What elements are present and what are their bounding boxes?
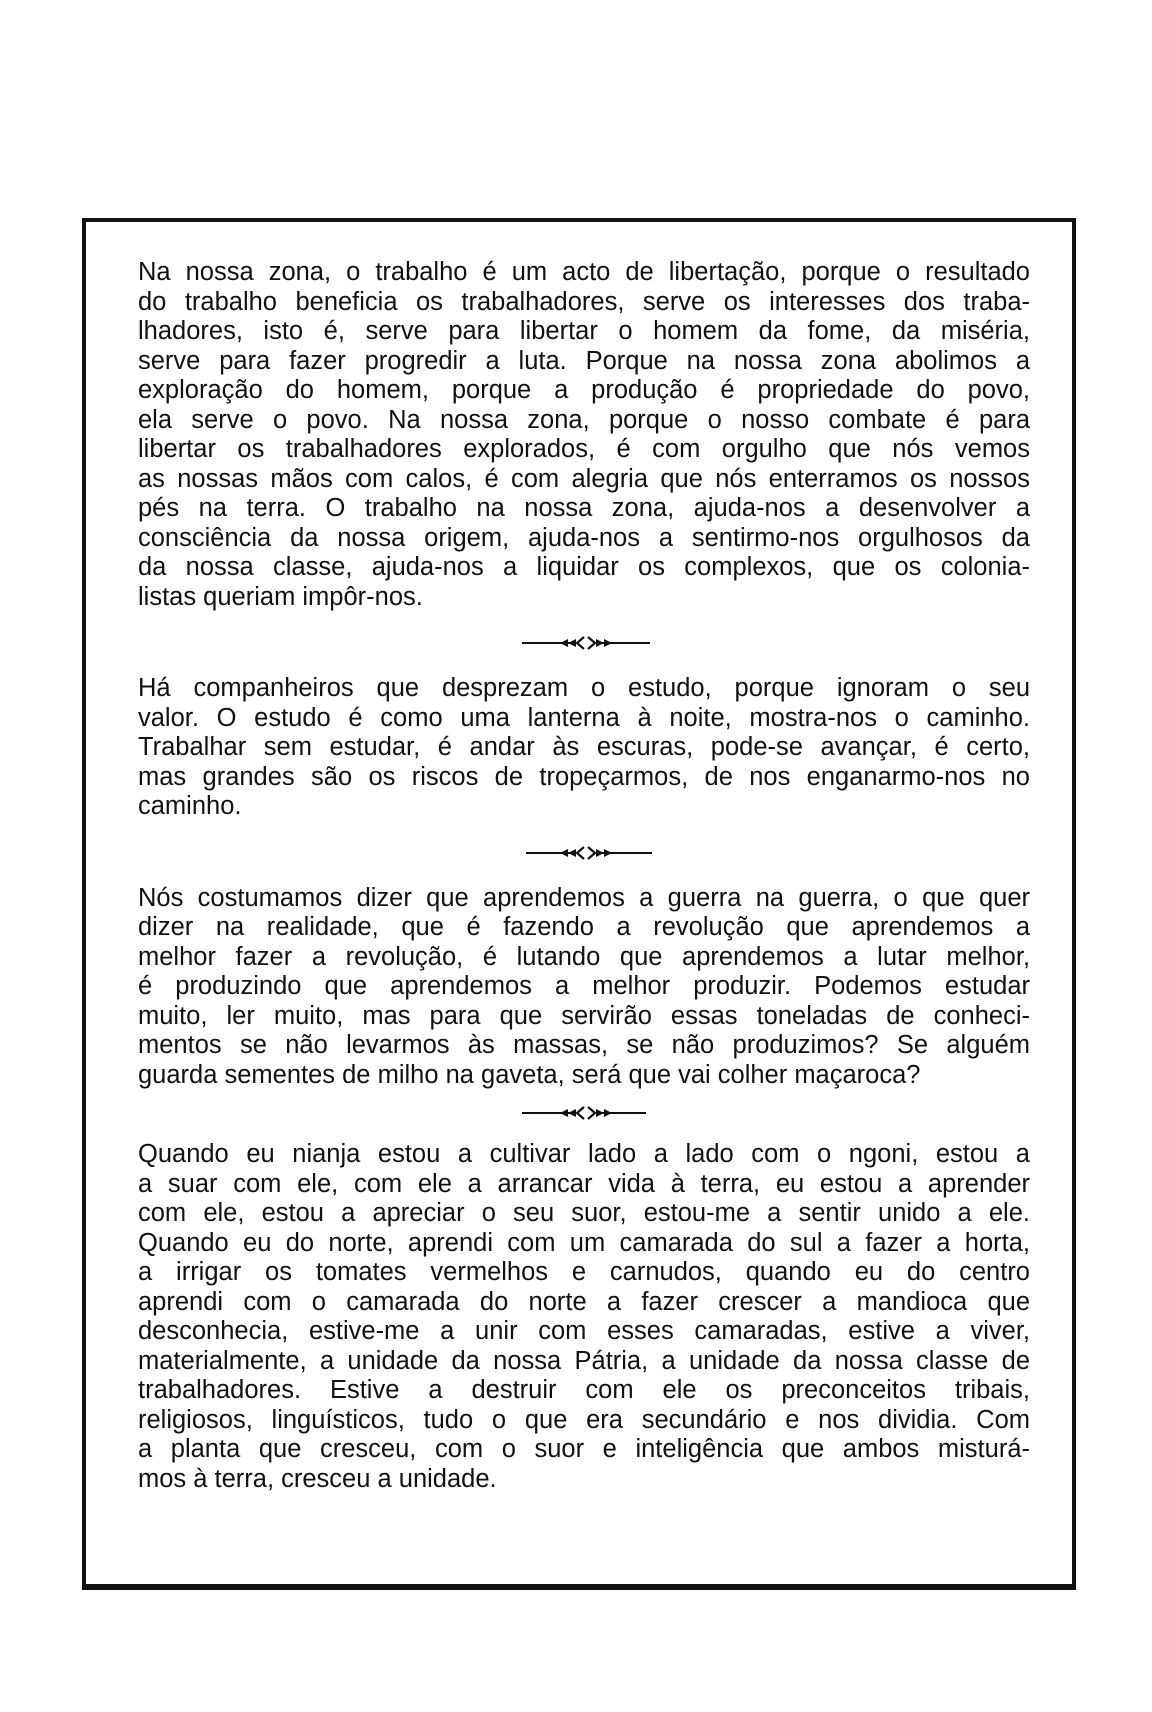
text-line: da nossa classe, ajuda-nos a liquidar os complexos, que os colonia- [138,553,1030,581]
text-line: é produzindo que aprendemos a melhor produzir. Podemos estudar [138,972,1030,1000]
text-line: trabalhadores. Estive a destruir com ele os preconceitos tribais, [138,1376,1030,1404]
text-line: libertar os trabalhadores explorados, é com orgulho que nós vemos [138,435,1030,463]
text-line: guarda sementes de milho na gaveta, será que vai colher maçaroca? [138,1060,921,1089]
text-line: mentos se não levarmos às massas, se não produzimos? Se alguém [138,1031,1030,1059]
text-line: serve para fazer progredir a luta. Porque na nossa zona abolimos a [138,346,1030,375]
text-line: Quando eu do norte, aprendi com um camarada do sul a fazer a horta, [138,1228,1030,1257]
paragraph-unity [138,1140,1030,1494]
paragraph-study [138,674,1030,822]
paragraph-war-learning [138,884,1030,1091]
text-line: Há companheiros que desprezam o estudo, porque ignoram o seu [138,674,1030,702]
text-line: aprendi com o camarada do norte a fazer crescer a mandioca que [138,1287,1030,1316]
text-box-content [138,258,1030,1494]
text-line: materialmente, a unidade da nossa Pátria, a unidade da nossa classe de [138,1346,1030,1375]
text-line: consciência da nossa origem, ajuda-nos a sentirmo-nos orgulhosos da [138,523,1030,552]
text-line: valor. O estudo é como uma lanterna à noite, mostra-nos o caminho. [138,703,1030,732]
paragraph-work-liberation [138,258,1030,612]
text-line: caminho. [138,792,242,820]
text-line: mos à terra, cresceu a unidade. [138,1464,497,1493]
decorative-divider-icon [514,1104,654,1122]
text-line: desconhecia, estive-me a unir com esses camaradas, estive a viver, [138,1317,1030,1345]
text-line: exploração do homem, porque a produção é propriedade do povo, [138,376,1030,404]
text-line: Trabalhar sem estudar, é andar às escuras, pode-se avançar, é certo, [138,733,1030,761]
decorative-divider-icon [514,844,654,862]
text-line: do trabalho beneficia os trabalhadores, serve os interesses dos traba- [138,287,1030,316]
text-line: melhor fazer a revolução, é lutando que aprendemos a lutar melhor, [138,942,1030,971]
text-line: listas queriam impôr-nos. [138,582,423,611]
text-line: dizer na realidade, que é fazendo a revolução que aprendemos a [138,913,1030,941]
text-line: mas grandes são os riscos de tropeçarmos, de nos enganarmo-nos no [138,762,1030,791]
text-line: ela serve o povo. Na nossa zona, porque o nosso combate é para [138,405,1030,434]
text-line: a irrigar os tomates vermelhos e carnudos, quando eu do centro [138,1258,1030,1286]
text-line: Nós costumamos dizer que aprendemos a guerra na guerra, o que quer [138,883,1030,912]
text-line: muito, ler muito, mas para que servirão essas toneladas de conheci- [138,1001,1030,1030]
text-line: Quando eu nianja estou a cultivar lado a lado com o ngoni, estou a [138,1140,1030,1168]
text-box-frame [82,218,1076,1590]
text-line: pés na terra. O trabalho na nossa zona, ajuda-nos a desenvolver a [138,494,1030,522]
text-line: religiosos, linguísticos, tudo o que era secundário e nos dividia. Com [138,1405,1030,1434]
text-line: lhadores, isto é, serve para libertar o homem da fome, da miséria, [138,317,1030,345]
text-line: a planta que cresceu, com o suor e inteligência que ambos misturá- [138,1435,1030,1463]
text-line: Na nossa zona, o trabalho é um acto de libertação, porque o resultado [138,258,1030,286]
decorative-divider-icon [514,634,654,652]
text-line: a suar com ele, com ele a arrancar vida à terra, eu estou a aprender [138,1169,1030,1198]
text-line: as nossas mãos com calos, é com alegria que nós enterramos os nossos [138,464,1030,493]
text-line: com ele, estou a apreciar o seu suor, estou-me a sentir unido a ele. [138,1199,1030,1227]
